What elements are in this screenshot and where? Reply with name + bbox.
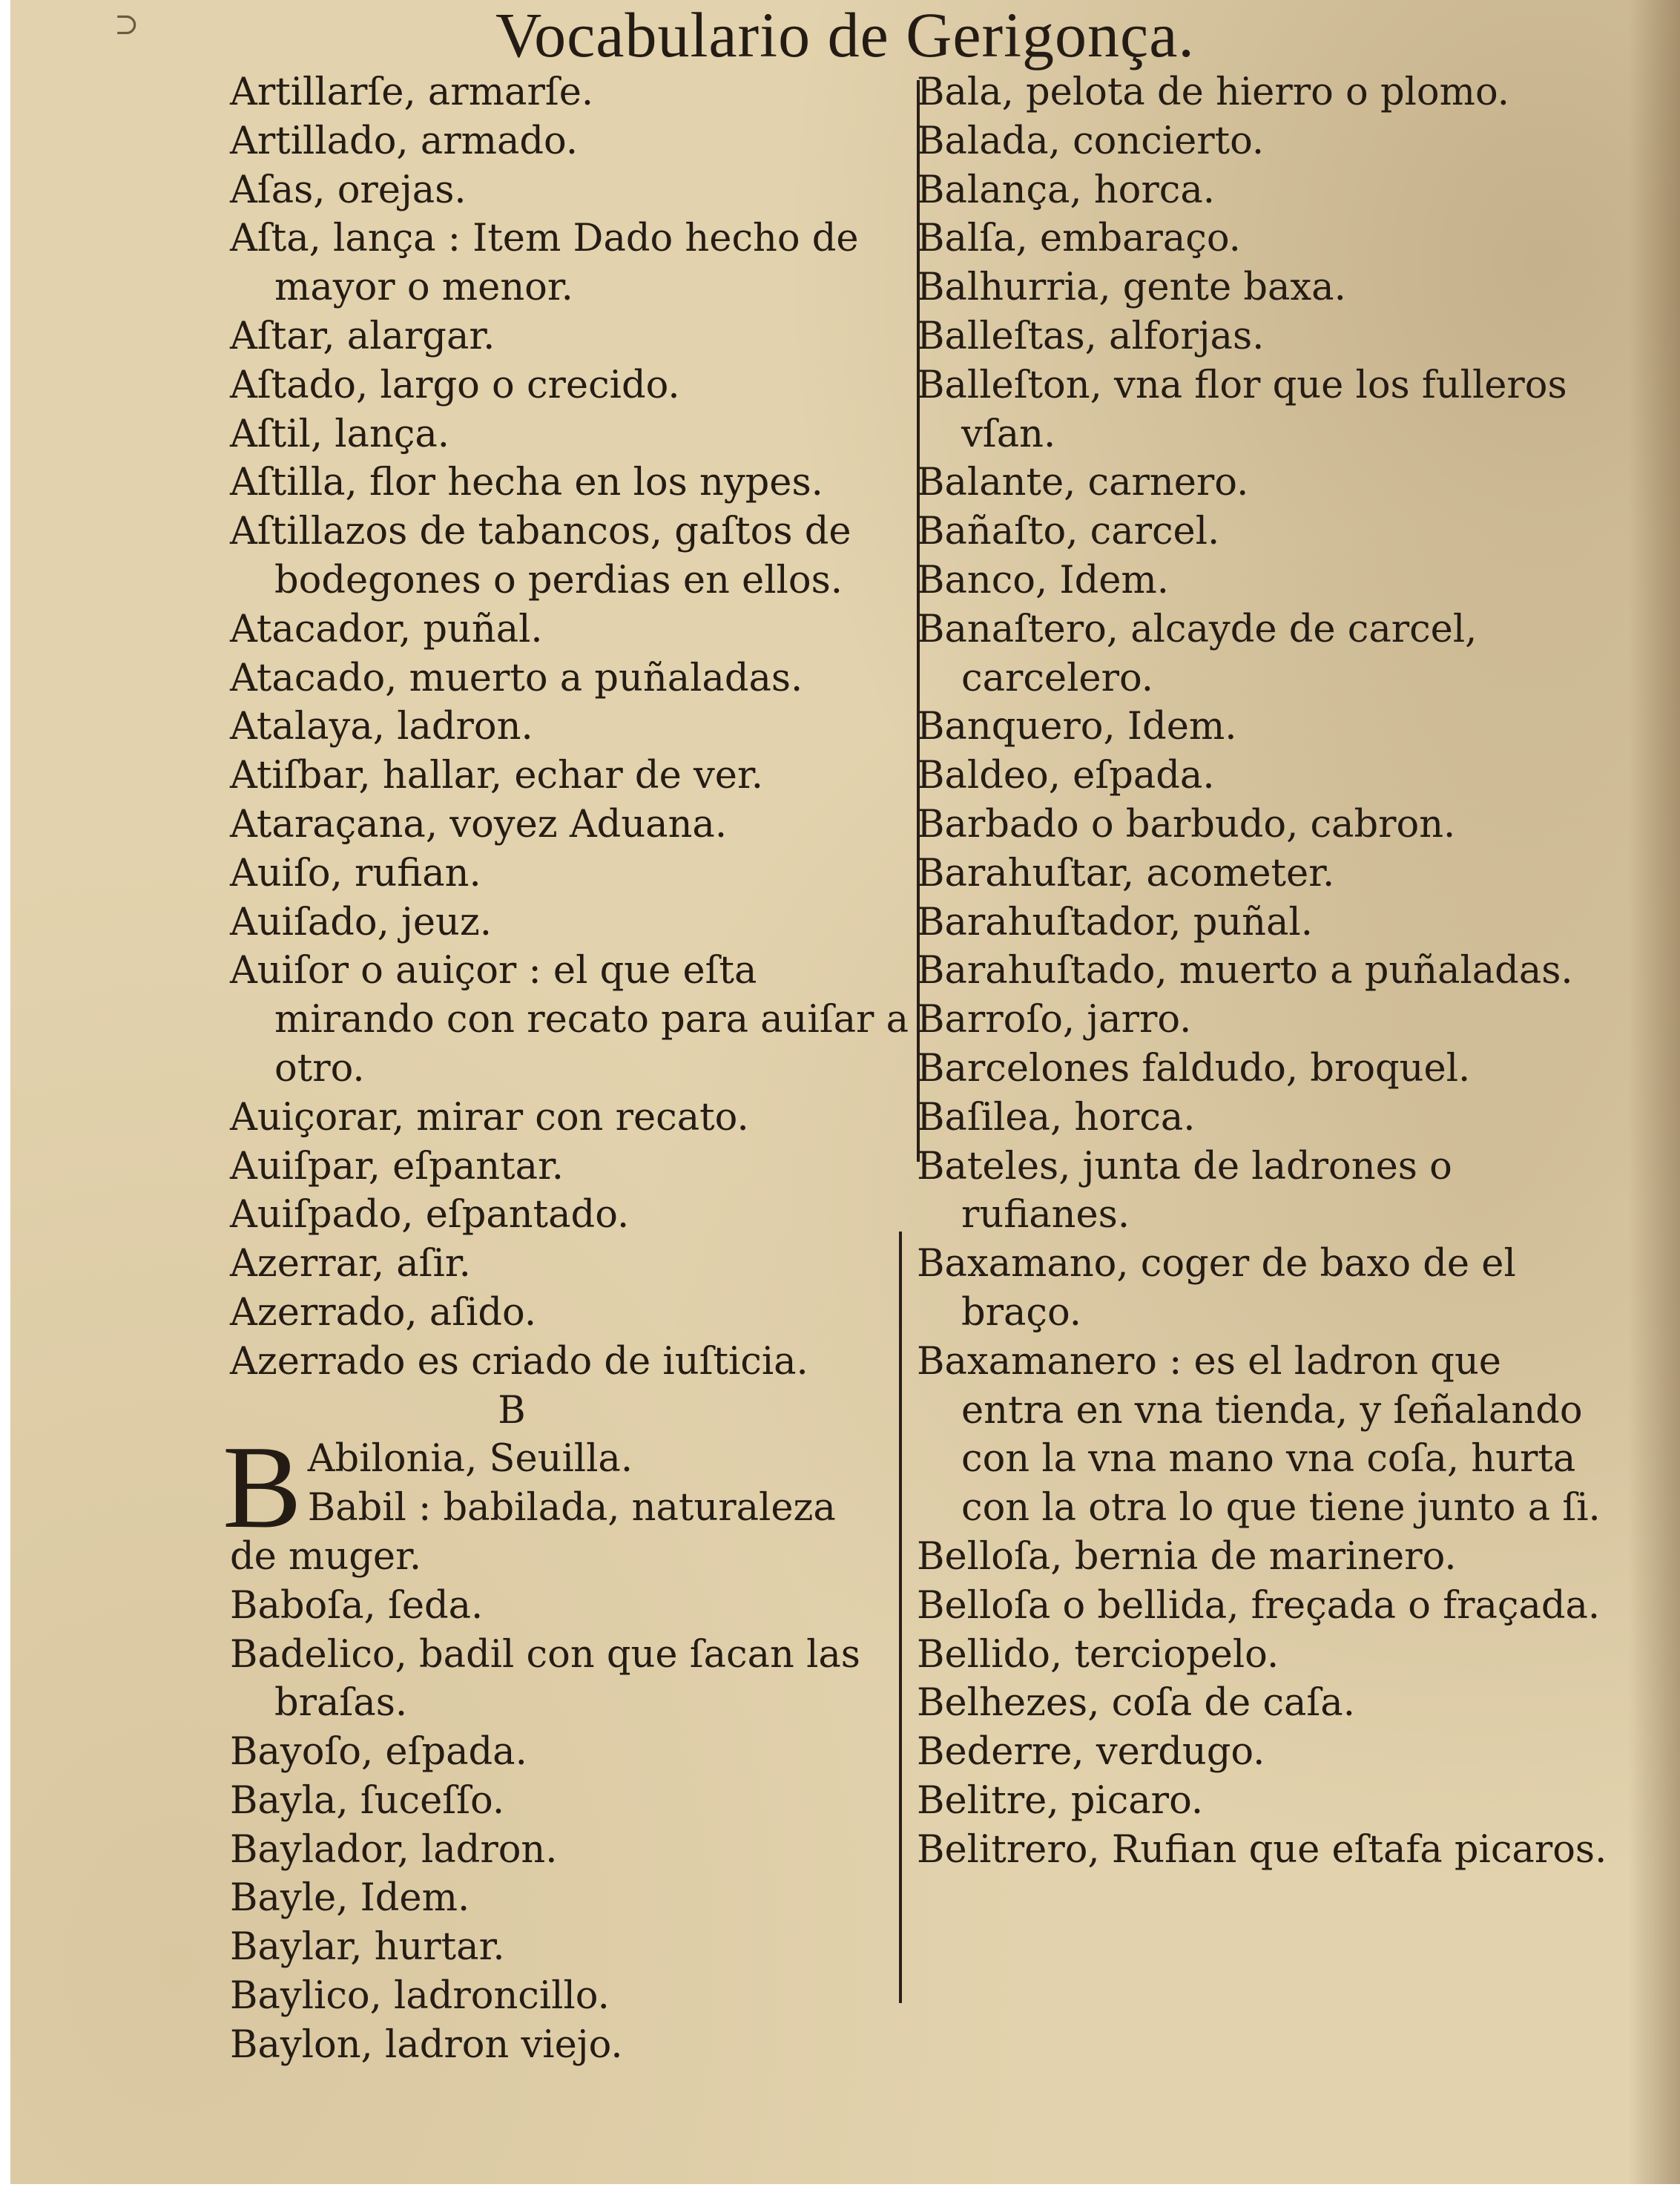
page-title: Vocabulario de Gerigonça.	[495, 0, 1195, 70]
dropcap: B	[223, 1421, 302, 1553]
entry: Bayoſo, eſpada.	[230, 1730, 527, 1775]
entry: Auiçorar, mirar con recato.	[230, 1095, 749, 1140]
entry: Bayle, Idem.	[230, 1876, 470, 1921]
entry: Aſta, lança : Item Dado hecho de mayor o menor.	[230, 217, 859, 310]
entry: Aſtillazos de tabancos, gaſtos de bodegones o perdias en ellos.	[230, 510, 851, 602]
entry: Bateles, junta de ladrones o rufianes.	[917, 1144, 1452, 1237]
entry: Aſtilla, flor hecha en los nypes.	[230, 461, 823, 505]
entry: Belitrero, Rufian que eſtafa picaros.	[917, 1827, 1607, 1872]
entry: Auiſado, jeuz.	[230, 900, 492, 944]
entry: Auiſor o auiçor : el que eſta mirando con recato para auiſar a otro.	[230, 949, 909, 1091]
entry: Bayla, ſuceſſo.	[230, 1778, 505, 1823]
entry: Baxamanero : es el ladron que entra en vna tienda, y ſeñalando con la vna mano vna coſa, hurta con la otra lo que tiene junto a ſi.	[917, 1339, 1601, 1531]
entry: Banaſtero, alcayde de carcel, carcelero.	[917, 607, 1478, 700]
entry: Barbado o barbudo, cabron.	[917, 802, 1456, 846]
entry: Auiſpado, eſpantado.	[230, 1193, 630, 1237]
left-column	[223, 68, 912, 2070]
entry: Abilonia, Seuilla.	[307, 1437, 633, 1482]
entry: Azerrar, aſir.	[230, 1242, 471, 1286]
entry: Babil : babilada, naturaleza de muger.	[230, 1486, 836, 1579]
entry: Barahuſtar, acometer.	[917, 851, 1335, 895]
entry: Atiſbar, hallar, echar de ver.	[230, 754, 763, 798]
entry: Bederre, verdugo.	[917, 1730, 1265, 1775]
entry: Artillarſe, armarſe.	[230, 70, 594, 114]
entry: Balhurria, gente baxa.	[917, 266, 1346, 310]
page-gutter-shadow	[1628, 0, 1680, 2184]
right-column	[917, 68, 1607, 1874]
book-page	[10, 0, 1680, 2184]
entry: Baylador, ladron.	[230, 1827, 558, 1872]
entry: Balante, carnero.	[917, 461, 1249, 505]
entry: Balleſton, vna flor que los fulleros vſan.	[917, 363, 1567, 456]
entry: Balada, concierto.	[917, 119, 1265, 163]
entry: Azerrado es criado de iuſticia.	[230, 1339, 808, 1384]
entry: Baxamano, coger de baxo de el braço.	[917, 1242, 1516, 1335]
entry: Auiſo, rufian.	[230, 851, 481, 895]
entry: Barroſo, jarro.	[917, 998, 1192, 1042]
entry: Belhezes, coſa de caſa.	[917, 1681, 1355, 1726]
entry: Atacador, puñal.	[230, 607, 543, 651]
entry: Baylar, hurtar.	[230, 1925, 505, 1970]
entry: Belitre, picaro.	[917, 1778, 1204, 1823]
entry: Barcelones faldudo, broquel.	[917, 1046, 1471, 1091]
entry: Baylon, ladron viejo.	[230, 2022, 623, 2067]
entry: Aſas, orejas.	[230, 168, 467, 212]
section-letter: B	[498, 1388, 526, 1433]
entry: Banquero, Idem.	[917, 705, 1237, 749]
entry: Bañaſto, carcel.	[917, 510, 1220, 554]
entry: Baſilea, horca.	[917, 1095, 1196, 1140]
entry: Belloſa o bellida, freçada o fraçada.	[917, 1583, 1601, 1628]
entry: Balleſtas, alforjas.	[917, 314, 1265, 358]
entry: Artillado, armado.	[230, 119, 579, 163]
entry: Bala, pelota de hierro o plomo.	[917, 70, 1509, 114]
entry: Balſa, embaraço.	[917, 217, 1241, 261]
entry: Belloſa, bernia de marinero.	[917, 1534, 1457, 1579]
entry: Ataraçana, voyez Aduana.	[230, 802, 728, 846]
entry: Auiſpar, eſpantar.	[230, 1144, 564, 1188]
entry: Balança, horca.	[917, 168, 1215, 212]
entry: Bellido, terciopelo.	[917, 1632, 1279, 1677]
entry: Azerrado, aſido.	[230, 1290, 537, 1335]
entry: Atacado, muerto a puñaladas.	[230, 656, 803, 700]
entry: Badelico, badil con que ſacan las braſas.	[230, 1632, 860, 1726]
entry: Aſtil, lança.	[230, 412, 449, 456]
entry: Barahuſtado, muerto a puñaladas.	[917, 949, 1573, 993]
entry: Barahuſtador, puñal.	[917, 900, 1313, 944]
entry: Baboſa, ſeda.	[230, 1583, 484, 1628]
entry: Baldeo, eſpada.	[917, 754, 1215, 798]
entry: Aſtar, alargar.	[230, 314, 495, 358]
dropcap-entry	[223, 1421, 912, 1581]
entry: Banco, Idem.	[917, 558, 1169, 602]
entry: Baylico, ladroncillo.	[230, 1974, 610, 2019]
entry: Atalaya, ladron.	[230, 705, 533, 749]
entry: Aſtado, largo o crecido.	[230, 363, 680, 407]
margin-mark: ⊃	[114, 7, 139, 42]
